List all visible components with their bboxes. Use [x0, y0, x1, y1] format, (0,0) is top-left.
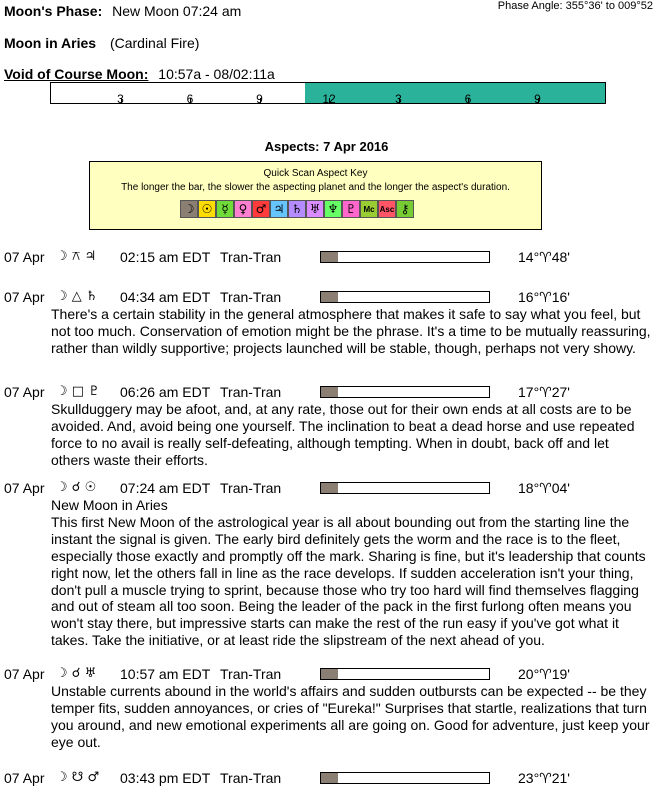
aspect-date: 07 Apr: [4, 480, 45, 496]
aspects-title: Aspects: 7 Apr 2016: [264, 139, 389, 154]
aspect-type: Tran-Tran: [220, 289, 282, 305]
aspect-date: 07 Apr: [4, 770, 45, 786]
voc-value: 10:57a - 08/02:11a: [158, 66, 275, 82]
aspect-duration-bar: [320, 482, 490, 494]
aspect-key-glyphs: [180, 200, 414, 219]
aspect-date: 07 Apr: [4, 384, 45, 400]
aspect-duration-fill: [321, 387, 338, 397]
aspect-date: 07 Apr: [4, 289, 45, 305]
moon-sign-value: (Cardinal Fire): [109, 35, 200, 51]
moon-sign-line: [4, 35, 199, 51]
aspect-duration-bar: [320, 291, 490, 303]
aspect-date: 07 Apr: [4, 249, 45, 265]
aspect-row: [4, 770, 281, 786]
aspect-duration-bar: [320, 772, 490, 784]
aspect-duration-bar: [320, 668, 490, 680]
moon-icon: ☽: [180, 200, 198, 218]
aspect-type: Tran-Tran: [220, 384, 282, 400]
aspect-symbols: ☽ ☌ ☉: [56, 480, 97, 495]
voc-hour-label: 6: [186, 92, 194, 106]
aspect-interpretation: Unstable currents abound in the world's affairs and sudden outbursts can be expected -- be they temper fits, sudden annoyances, or cries of "Eureka!" Surprises that startle, realizations that turn you around, and new emotional experiments all are going on. Good for adventure, just keep your eye out.: [51, 683, 650, 750]
phase-angle: Phase Angle: 355°36' to 009°52: [497, 0, 653, 12]
aspect-row: [4, 384, 281, 400]
mars-icon: ♂: [252, 200, 270, 218]
aspect-type: Tran-Tran: [220, 480, 282, 496]
sun-icon: ☉: [198, 200, 216, 218]
aspect-time: 06:26 am EDT: [120, 384, 211, 400]
moon-phase-line: [4, 3, 241, 19]
aspect-symbols: ☽ ☌ ♅: [56, 666, 97, 681]
aspect-title: New Moon in Aries: [51, 497, 168, 513]
void-of-course-line: [4, 66, 275, 82]
aspect-degree: 23°♈21': [518, 770, 570, 786]
aspect-interpretation: This first New Moon of the astrological year is all about bounding out from the starting line the instant the signal is given. The early bird definitely gets the worm and the race is to the fleet, especially those exactly and promptly off the mark. Sharing is fine, but it's leadership that counts right now, let the others fall in line as the race develops. If sudden acceleration isn't your thing, don't pull a muscle trying to sprint, because those who try too hard will find themselves flagging and out of steam all too soon. Being the leader of the pack in the first furlong often means you won't stay there, but impressive starts can make the rest of the run easy if you've got what it takes. Take the initiative, or at least ride the slipstream of the next ahead of you.: [51, 513, 646, 649]
aspect-date: 07 Apr: [4, 666, 45, 682]
aspect-time: 03:43 pm EDT: [120, 770, 211, 786]
moon-sign-label: Moon in Aries: [4, 35, 97, 51]
aspect-duration-bar: [320, 251, 490, 263]
aspect-key-title: Quick Scan Aspect Key: [263, 168, 368, 179]
jupiter-icon: ♃: [270, 200, 288, 218]
aspect-time: 04:34 am EDT: [120, 289, 211, 305]
voc-hour-label: 6: [464, 92, 472, 106]
aspect-time: 02:15 am EDT: [120, 249, 211, 265]
moon-phase-label: Moon's Phase:: [4, 3, 103, 19]
aspect-time: 07:24 am EDT: [120, 480, 211, 496]
pluto-icon: ♇: [342, 200, 360, 218]
neptune-icon: ♆: [324, 200, 342, 218]
voc-hour-label: 9: [256, 92, 263, 106]
aspect-duration-fill: [321, 669, 338, 679]
aspect-duration-bar: [320, 386, 490, 398]
midheaven-icon: Mc: [360, 200, 378, 218]
voc-hour-label: 3: [117, 92, 124, 106]
aspect-row: [4, 666, 281, 682]
aspect-degree: 18°♈04': [518, 480, 570, 496]
aspect-duration-fill: [321, 483, 338, 493]
ascendant-icon: Asc: [378, 200, 396, 218]
aspect-interpretation: There's a certain stability in the general atmosphere that makes it safe to say what you feel, but not too much. Conservation of emotion might be the phrase. It's a time to be mutually reassuring, rather than wildly supportive; projects launched will be stable, though, perhaps not very showy.: [51, 306, 651, 356]
aspect-symbols: ☽ ☋ ♂: [56, 770, 100, 785]
chiron-icon: ⚷: [396, 200, 414, 218]
aspect-row: [4, 289, 281, 305]
aspect-symbols: ☽ △ ♄: [56, 289, 98, 304]
aspect-symbols: ☽ □ ♇: [56, 384, 100, 399]
aspect-key-description: The longer the bar, the slower the aspecting planet and the longer the aspect's duration.: [121, 182, 510, 193]
aspect-type: Tran-Tran: [220, 666, 282, 682]
moon-phase-value: New Moon 07:24 am: [112, 3, 242, 19]
aspect-time: 10:57 am EDT: [120, 666, 211, 682]
aspect-row: [4, 480, 281, 496]
voc-hour-label: 3: [395, 92, 402, 106]
mercury-icon: ☿: [216, 200, 234, 218]
uranus-icon: ♅: [306, 200, 324, 218]
voc-bar-fill: [305, 83, 605, 103]
aspect-duration-fill: [321, 292, 338, 302]
aspect-row: [4, 249, 281, 265]
voc-hour-label: 12: [322, 92, 336, 106]
void-of-course-bar: [50, 82, 606, 104]
aspect-degree: 14°♈48': [518, 249, 570, 265]
aspect-duration-fill: [321, 773, 338, 783]
aspect-duration-fill: [321, 252, 338, 262]
voc-label: Void of Course Moon:: [4, 66, 149, 82]
aspect-interpretation: Skullduggery may be afoot, and, at any rate, those out for their own ends at all costs are to be avoided. And, avoid being one yourself. The inclination to beat a dead horse and use repeated force to no avail is really self-defeating, although tempting. When in doubt, back off and let others waste their efforts.: [51, 401, 635, 468]
aspect-key: [89, 161, 542, 230]
aspect-type: Tran-Tran: [220, 249, 282, 265]
aspect-degree: 20°♈19': [518, 666, 570, 682]
venus-icon: ♀: [234, 200, 252, 218]
aspect-degree: 16°♈16': [518, 289, 570, 305]
voc-hour-label: 9: [534, 92, 541, 106]
aspect-type: Tran-Tran: [220, 770, 282, 786]
aspect-symbols: ☽ ⚻ ♃: [56, 249, 97, 264]
aspect-degree: 17°♈27': [518, 384, 570, 400]
saturn-icon: ♄: [288, 200, 306, 218]
